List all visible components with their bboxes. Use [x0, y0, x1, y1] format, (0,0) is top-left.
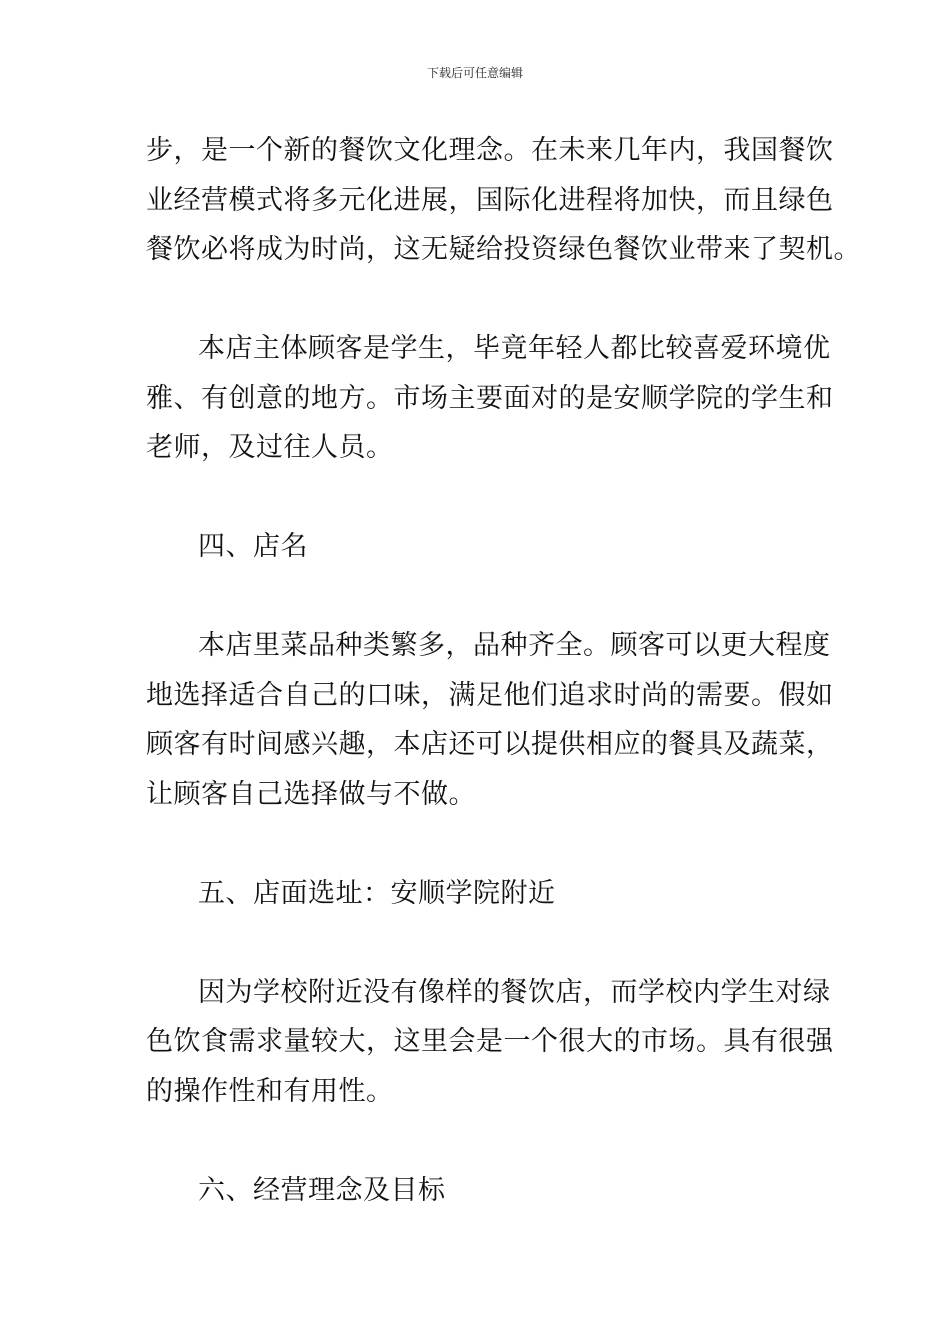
text-line: 本店主体顾客是学生，毕竟年轻人都比较喜爱环境优	[198, 333, 831, 364]
text-line: 地选择适合自己的口味，满足他们追求时尚的需要。假如	[146, 679, 834, 711]
text-line: 步，是一个新的餐饮文化理念。在未来几年内，我国餐饮	[146, 135, 834, 166]
text-line: 色饮食需求量较大，这里会是一个很大的市场。具有很强	[146, 1026, 834, 1057]
paragraph-target-customers	[146, 324, 834, 473]
heading-line: 六、经营理念及目标	[198, 1174, 446, 1206]
paragraph-green-dining-trend	[146, 126, 861, 275]
text-line: 餐饮必将成为时尚，这无疑给投资绿色餐饮业带来了契机。	[146, 234, 861, 265]
text-line: 顾客有时间感兴趣，本店还可以提供相应的餐具及蔬菜，	[146, 729, 834, 760]
text-line: 雅、有创意的地方。市场主要面对的是安顺学院的学生和	[146, 382, 834, 414]
text-line: 让顾客自己选择做与不做。	[146, 778, 476, 810]
page-header: 下载后可任意编辑	[426, 66, 523, 80]
heading-line: 五、店面选址：安顺学院附近	[198, 877, 556, 909]
document-body	[146, 126, 861, 1215]
paragraph-menu-variety	[146, 621, 834, 819]
section-heading-shop-name	[146, 522, 806, 572]
heading-line: 四、店名	[198, 531, 308, 562]
section-heading-location	[146, 869, 806, 919]
text-line: 因为学校附近没有像样的餐饮店，而学校内学生对绿	[198, 976, 831, 1008]
section-heading-philosophy	[146, 1166, 806, 1216]
text-line: 业经营模式将多元化进展，国际化进程将加快，而且绿色	[146, 184, 834, 216]
text-line: 老师，及过往人员。	[146, 432, 394, 463]
text-line: 的操作性和有用性。	[146, 1075, 394, 1107]
paragraph-location-reason	[146, 968, 834, 1117]
text-line: 本店里菜品种类繁多，品种齐全。顾客可以更大程度	[198, 630, 831, 661]
